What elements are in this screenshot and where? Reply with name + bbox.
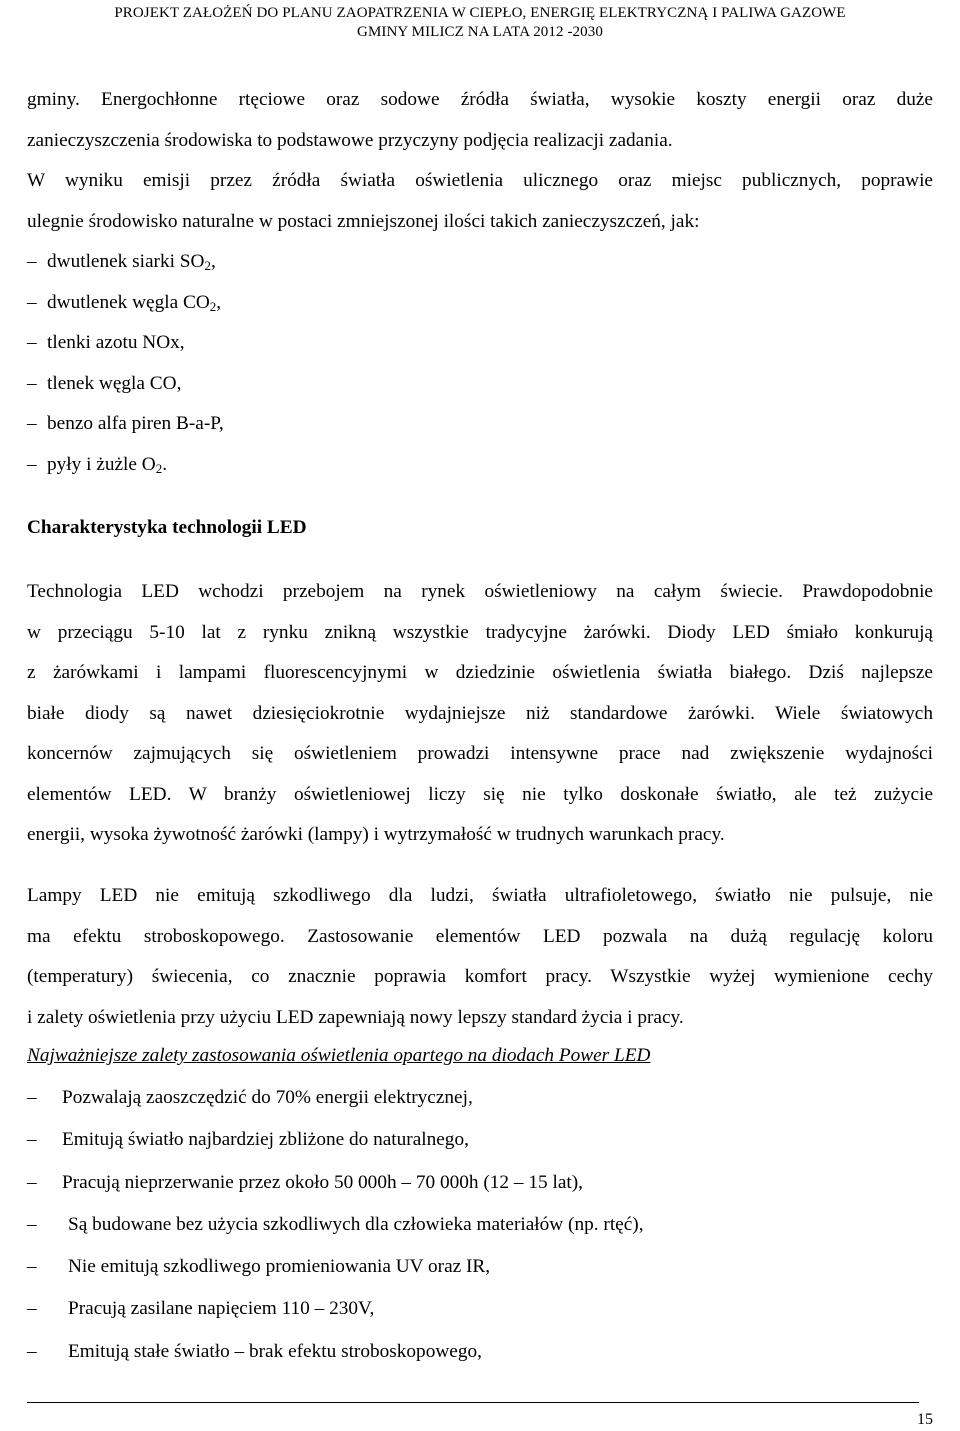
dash-icon: –	[27, 413, 37, 434]
list-item: – Pracują nieprzerwanie przez około 50 000h – 70 000h (12 – 15 lat),	[27, 1162, 644, 1204]
list-item: – Nie emitują szkodliwego promieniowania UV oraz IR,	[27, 1246, 644, 1288]
dash-icon: –	[27, 332, 37, 353]
dash-icon: –	[27, 251, 37, 272]
section-heading: Charakterystyka technologii LED	[27, 517, 307, 538]
list-item: – dwutlenek siarki $SO_2$,	[27, 242, 224, 283]
list-item: – tlenek węgla CO,	[27, 364, 224, 405]
dash-icon: –	[27, 372, 37, 394]
page-number: 15	[917, 1411, 933, 1428]
footer-rule	[27, 1402, 919, 1403]
list-item: – benzo alfa piren B-a-P,	[27, 404, 224, 445]
intro-paragraph	[27, 80, 933, 242]
dash-icon: –	[27, 1298, 37, 1320]
header-title-line1: PROJEKT ZAŁOŻEŃ DO PLANU ZAOPATRZENIA W CIEPŁO, ENERGIĘ ELEKTRYCZNĄ I PALIWA GAZOWE	[114, 5, 846, 21]
dash-icon: –	[27, 1213, 37, 1235]
dash-icon: –	[27, 1256, 37, 1278]
list-item: – Pracują zasilane napięciem 110 – 230V,	[27, 1288, 644, 1330]
list-item: – tlenki azotu NOx,	[27, 323, 224, 364]
pollutant-list	[27, 242, 224, 485]
dash-icon: –	[27, 1340, 37, 1362]
led-paragraph: Technologia LED wchodzi przebojem na rynek oświetleniowy na całym świecie. Prawdopodobnie w przeciągu 5-10 lat z rynku znikną wszystkie tradycyjne żarówki. Diody LED śmiało konkurują z żarówkami i lampami fluorescencyjnymi w dziedzinie oświetlenia światła białego. Dziś najlepsze białe diody są nawet dziesięciokrotnie wydajniejsze niż standardowe żarówki. Wiele światowych koncernów zajmujących się oświetleniem prowadzi intensywne prace nad zwiększenie wydajności elementów LED. W branży oświetleniowej liczy się nie tylko doskonałe światło, ale też zużycie energii, wysoka żywotność żarówki (lampy) i wytrzymałość w trudnych warunkach pracy.	[27, 581, 933, 845]
intro-line-1: gminy. Energochłonne rtęciowe oraz sodowe źródła światła, wysokie koszty energii oraz duże	[27, 89, 933, 110]
lamps-paragraph: Lampy LED nie emitują szkodliwego dla ludzi, światła ultrafioletowego, światło nie pulsuje, nie ma efektu stroboskopowego. Zastosowanie elementów LED pozwala na dużą regulację koloru (temperatury) świecenia, co znacznie poprawia komfort pracy. Wszystkie wyżej wymienione cechy i zalety oświetlenia przy użyciu LED zapewniają nowy lepszy standard życia i pracy.	[27, 885, 933, 1028]
list-item: – Są budowane bez użycia szkodliwych dla człowieka materiałów (np. rtęć),	[27, 1204, 644, 1246]
list-item: – Pozwalają zaoszczędzić do 70% energii elektrycznej,	[27, 1077, 644, 1119]
dash-icon: –	[27, 453, 37, 475]
intro-line-3: W wyniku emisji przez źródła światła oświetlenia ulicznego oraz miejsc publicznych, poprawie	[27, 170, 933, 191]
running-header	[0, 4, 960, 42]
list-item: – Emitują stałe światło – brak efektu stroboskopowego,	[27, 1331, 644, 1373]
intro-line-4: ulegnie środowisko naturalne w postaci zmniejszonej ilości takich zanieczyszczeń, jak:	[27, 210, 700, 232]
list-item: – pyły i żużle $O_2$.	[27, 445, 224, 486]
intro-line-2: zanieczyszczenia środowiska to podstawowe przyczyny podjęcia realizacji zadania.	[27, 129, 673, 151]
dash-icon: –	[27, 1171, 37, 1193]
advantages-list	[27, 1077, 644, 1373]
header-title-line2: GMINY MILICZ NA LATA 2012 -2030	[357, 24, 603, 40]
advantages-title: Najważniejsze zalety zastosowania oświetlenia opartego na diodach Power LED	[27, 1045, 651, 1066]
list-item: – dwutlenek węgla $CO_2$,	[27, 283, 224, 324]
dash-icon: –	[27, 1129, 37, 1151]
dash-icon: –	[27, 291, 37, 313]
dash-icon: –	[27, 1087, 37, 1108]
list-item: – Emitują światło najbardziej zbliżone do naturalnego,	[27, 1119, 644, 1161]
